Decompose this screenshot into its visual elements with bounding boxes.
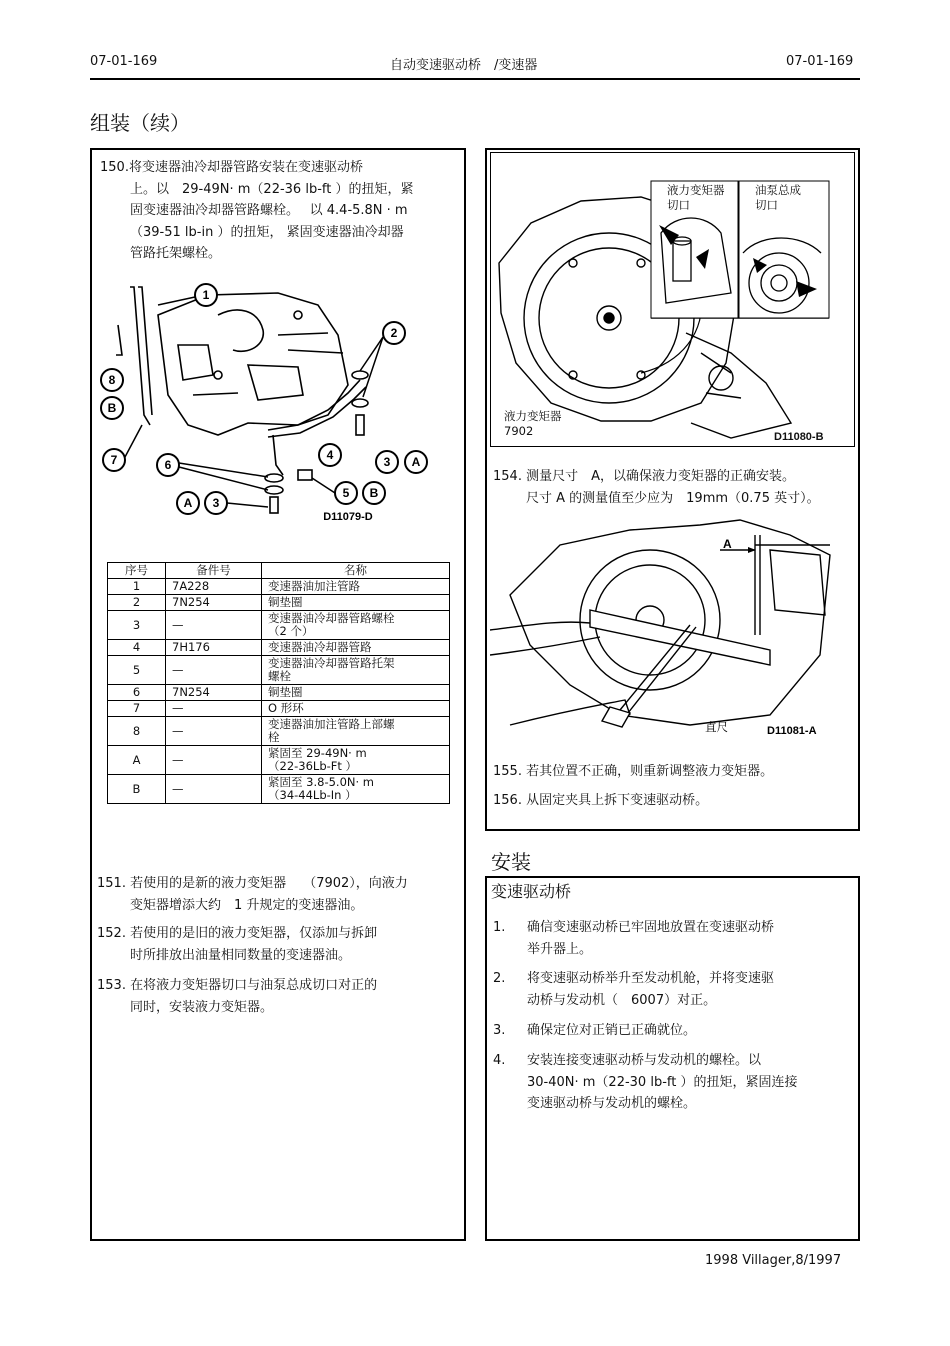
label-line: 切口 (667, 198, 690, 212)
part-name (262, 611, 450, 640)
part-name-line: 紧固至 3.8-5.0N· m (268, 775, 374, 789)
table-row (108, 746, 450, 775)
fig1-callout: B (369, 486, 379, 500)
parts-table-header: 备件号 (166, 563, 262, 579)
part-number: 7H176 (166, 640, 262, 656)
step-line: 同时，安装液力变矩器。 (130, 999, 274, 1015)
step-line: 151. 若使用的是新的液力变矩器 （7902），向液力 (97, 876, 408, 891)
item-line: 动桥与发动机（ 6007）对正。 (527, 992, 717, 1008)
part-number: — (166, 656, 262, 685)
item-number: 4. (493, 1053, 506, 1068)
row-number: 4 (108, 640, 166, 656)
part-number: — (166, 717, 262, 746)
part-name-line: （2 个） (268, 624, 314, 638)
part-name-line: （34-44Lb-In ） (268, 788, 357, 802)
part-name-line: 变速器油加注管路上部螺 (268, 717, 395, 731)
item-line: 将变速驱动桥举升至发动机舱，并将变速驱 (527, 971, 775, 986)
step-150 (100, 157, 460, 265)
label-torque-converter (504, 409, 562, 439)
label-pump-cut (755, 183, 801, 213)
fig1-callout: 2 (390, 326, 398, 340)
fig1-callout: 4 (326, 448, 334, 462)
step-line: 153. 在将液力变矩器切口与油泵总成切口对正的 (97, 978, 378, 993)
part-number: — (166, 775, 262, 804)
parts-table-header: 序号 (108, 563, 166, 579)
part-name-line: 螺栓 (268, 669, 291, 683)
row-number: 7 (108, 701, 166, 717)
fig1-callout: B (107, 401, 117, 415)
fig2-code: D11080-B (774, 431, 824, 443)
step-156: 156. 从固定夹具上拆下变速驱动桥。 (493, 793, 709, 808)
table-row (108, 775, 450, 804)
step-line: 尺寸 A 的测量值至少应为 19mm（0.75 英寸）。 (526, 490, 820, 506)
row-number: 3 (108, 611, 166, 640)
part-name (262, 656, 450, 685)
table-row (108, 656, 450, 685)
parts-table (107, 562, 450, 804)
row-number: 6 (108, 685, 166, 701)
item-number: 2. (493, 971, 506, 986)
item-line: 确保定位对正销已正确就位。 (527, 1023, 697, 1038)
table-row (108, 595, 450, 611)
step-155: 155. 若其位置不正确，则重新调整液力变矩器。 (493, 764, 774, 779)
fig3-code: D11081-A (767, 725, 817, 737)
part-number: — (166, 611, 262, 640)
part-name-line: 变速器油冷却器管路螺栓 (268, 611, 395, 625)
step-line: 变矩器增添大约 1 升规定的变速器油。 (130, 897, 364, 913)
install-item-2 (493, 968, 853, 1011)
label-line: 切口 (755, 198, 778, 212)
part-name (262, 775, 450, 804)
part-name (262, 640, 450, 656)
dimension-a-measurement-drawing (490, 515, 855, 740)
part-name (262, 685, 450, 701)
part-number: — (166, 746, 262, 775)
install-subtitle: 变速驱动桥 (491, 882, 572, 901)
row-number: 2 (108, 595, 166, 611)
part-name-line: O 形环 (268, 701, 304, 715)
item-line: 变速驱动桥与发动机的螺栓。 (527, 1096, 697, 1111)
item-line: 举升器上。 (527, 941, 593, 957)
footer-edition: 1998 Villager,8/1997 (705, 1253, 842, 1268)
part-number: 7N254 (166, 595, 262, 611)
part-name (262, 717, 450, 746)
part-name-line: （22-36Lb-Ft ） (268, 759, 358, 773)
part-name (262, 595, 450, 611)
cooler-line-illustration (98, 275, 458, 530)
step-152 (97, 923, 457, 966)
fig3-label-a: A (723, 537, 732, 551)
item-number: 3. (493, 1023, 506, 1038)
table-row (108, 701, 450, 717)
step-153 (97, 975, 457, 1018)
part-number: — (166, 701, 262, 717)
label-line: 液力变矩器 (667, 183, 725, 197)
part-name-line: 紧固至 29-49N· m (268, 746, 367, 760)
row-number: 1 (108, 579, 166, 595)
item-line: 30-40N· m（22-30 lb-ft ）的扭矩，紧固连接 (527, 1074, 798, 1090)
header-page-number-right: 07-01-169 (786, 54, 854, 69)
install-title: 安装 (491, 850, 531, 874)
label-line: 油泵总成 (755, 183, 801, 197)
table-row (108, 579, 450, 595)
part-name-line: 变速器油加注管路 (268, 579, 360, 593)
part-number: 7N254 (166, 685, 262, 701)
step-154 (493, 466, 858, 509)
table-row (108, 611, 450, 640)
fig1-callout: 6 (164, 458, 172, 472)
row-number: 8 (108, 717, 166, 746)
part-name-line: 铜垫圈 (268, 685, 303, 699)
row-number: B (108, 775, 166, 804)
fig3-label-ruler: 直尺 (705, 720, 728, 734)
parts-table-header: 名称 (262, 563, 450, 579)
install-item-3 (493, 1020, 853, 1042)
section-title: 组装（续） (90, 111, 190, 135)
install-item-1 (493, 917, 853, 960)
step-line: 时所排放出油量相同数量的变速器油。 (130, 947, 352, 963)
row-number: A (108, 746, 166, 775)
fig1-callout: 7 (110, 453, 118, 467)
header-page-number-left: 07-01-169 (90, 54, 158, 69)
label-line: 7902 (504, 424, 534, 438)
label-converter-cut (667, 183, 725, 213)
fig1-code: D11079-D (323, 511, 373, 523)
step-150-line: 150.将变速器油冷却器管路安装在变速驱动桥 (100, 160, 363, 175)
step-150-line: 固变速器油冷却器管路螺栓。 以 4.4-5.8N · m (130, 203, 408, 218)
torque-converter-figure (490, 152, 855, 447)
step-line: 152. 若使用的是旧的液力变矩器，仅添加与拆卸 (97, 926, 378, 941)
part-name-line: 变速器油冷却器管路托架 (268, 656, 395, 670)
fig1-callout: A (183, 496, 193, 510)
header-rule (90, 78, 860, 80)
part-name-line: 铜垫圈 (268, 595, 303, 609)
part-name (262, 701, 450, 717)
item-number: 1. (493, 920, 506, 935)
part-name-line: 变速器油冷却器管路 (268, 640, 372, 654)
part-name (262, 746, 450, 775)
fig1-callout: 3 (212, 496, 220, 510)
step-150-line: 上。以 29-49N· m（22-36 lb-ft ）的扭矩，紧 (130, 181, 414, 197)
header-chapter-title: 自动变速驱动桥 /变速器 (390, 58, 538, 73)
install-item-4 (493, 1050, 853, 1115)
item-line: 确信变速驱动桥已牢固地放置在变速驱动桥 (527, 920, 775, 935)
fig1-callout: 3 (383, 455, 391, 469)
fig1-callout: 8 (108, 373, 116, 387)
step-line: 154. 测量尺寸 A，以确保液力变矩器的正确安装。 (493, 469, 795, 484)
table-row (108, 640, 450, 656)
part-number: 7A228 (166, 579, 262, 595)
row-number: 5 (108, 656, 166, 685)
label-line: 液力变矩器 (504, 409, 562, 423)
fig1-callout: 1 (202, 288, 210, 302)
table-row (108, 717, 450, 746)
fig1-callout: A (411, 455, 421, 469)
item-line: 安装连接变速驱动桥与发动机的螺栓。以 (527, 1053, 762, 1068)
parts-table-header-row (108, 563, 450, 579)
step-151 (97, 873, 457, 916)
fig1-callout: 5 (342, 486, 350, 500)
part-name (262, 579, 450, 595)
step-150-line: （39-51 lb-in ）的扭矩， 紧固变速器油冷却器 (130, 224, 404, 240)
table-row (108, 685, 450, 701)
step-150-line: 管路托架螺栓。 (130, 246, 222, 261)
part-name-line: 栓 (268, 730, 280, 744)
